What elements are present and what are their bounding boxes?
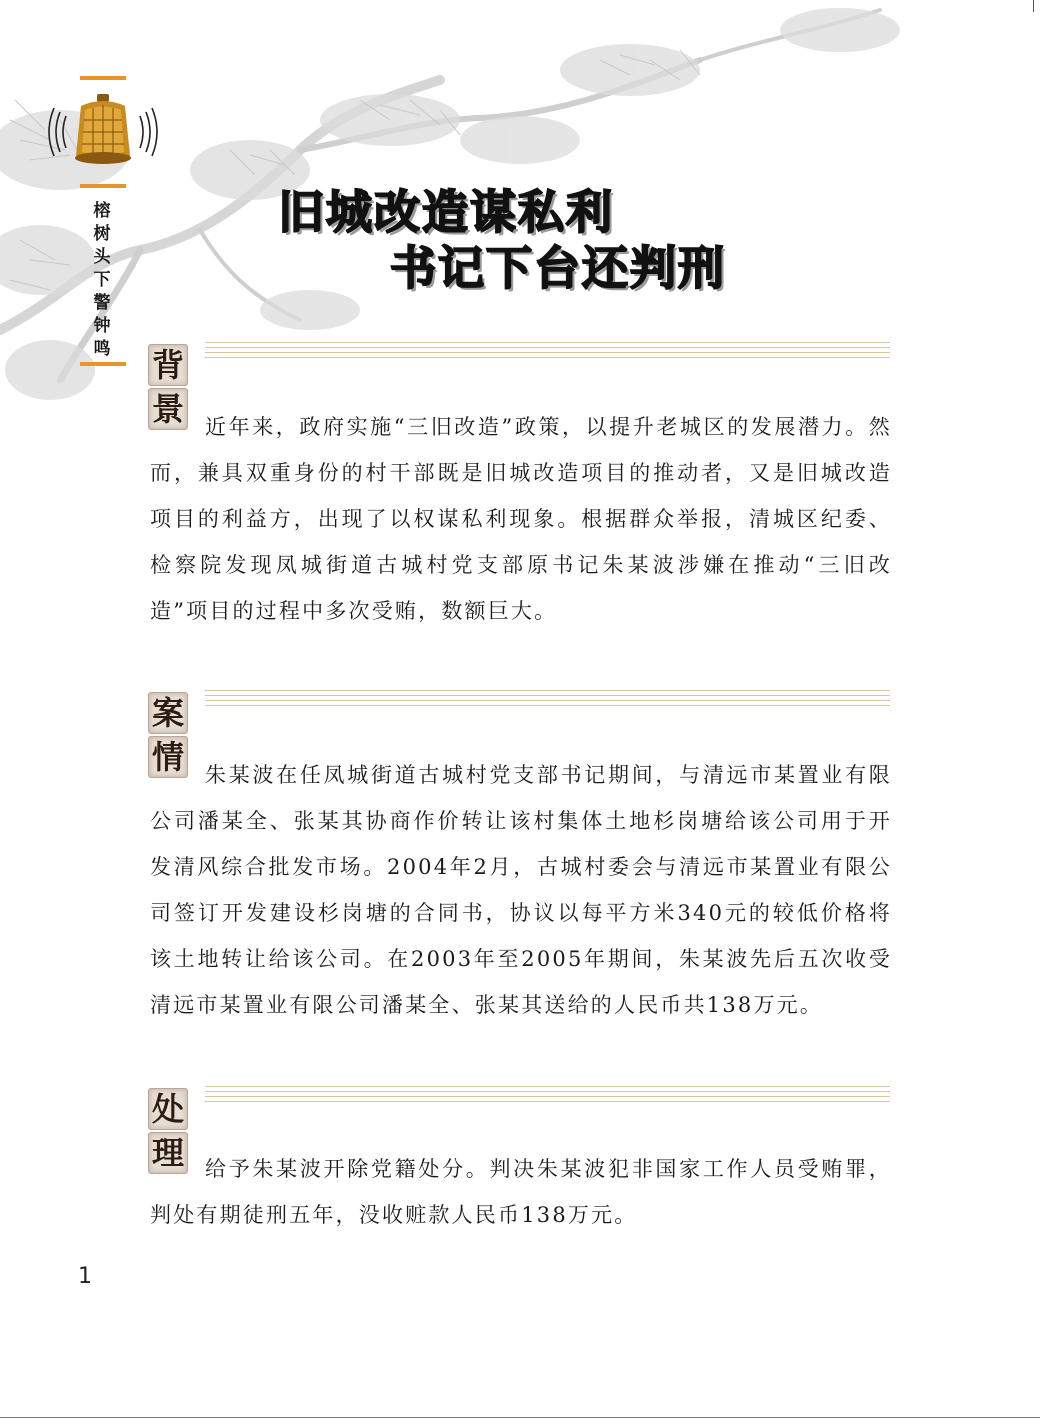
series-title-char: 警 <box>93 293 111 313</box>
section-label-char: 案 <box>148 692 188 734</box>
series-title-char: 头 <box>93 247 111 267</box>
paragraph-text: 给予朱某波开除党籍处分。判决朱某波犯非国家工作人员受贿罪，判处有期徒刑五年，没收赃款人民币138万元。 <box>150 1157 892 1227</box>
section-label-char: 景 <box>148 388 188 430</box>
section-paragraph-handling <box>150 1146 892 1238</box>
section-label-char: 背 <box>148 344 188 386</box>
section-label-char: 理 <box>148 1132 188 1174</box>
paragraph-text: 朱某波在任凤城街道古城村党支部书记期间，与清远市某置业有限公司潘某全、张某其协商作价转让该村集体土地杉岗塘给该公司用于开发清风综合批发市场。2004年2月，古城村委会与清远市某置业有限公司签订开发建设杉岗塘的合同书，协议以每平方米340元的较低价格将该土地转让给该公司。在2003年至2005年期间，朱某波先后五次收受清远市某置业有限公司潘某全、张某其送给的人民币共138万元。 <box>150 763 892 1017</box>
banner-top-bar <box>80 76 126 80</box>
series-title <box>90 200 114 361</box>
ornament-lines <box>205 690 890 706</box>
series-title-char: 树 <box>93 224 111 244</box>
series-title-char: 钟 <box>93 316 111 336</box>
ornament-lines <box>205 342 890 358</box>
section-label-char: 情 <box>148 736 188 778</box>
headline-line-2: 书记下台还判刑 <box>390 241 726 295</box>
series-title-char: 鸣 <box>93 339 111 359</box>
section-paragraph-background <box>150 404 892 634</box>
page-number: 1 <box>78 1264 92 1289</box>
bell-icon <box>48 94 158 170</box>
headline-line-1: 旧城改造谋私利 <box>278 185 614 239</box>
page-bottom-line <box>0 1417 1040 1418</box>
section-label-char: 处 <box>148 1088 188 1130</box>
ornament-lines <box>205 1086 890 1102</box>
paragraph-text: 近年来，政府实施“三旧改造”政策，以提升老城区的发展潜力。然而，兼具双重身份的村干部既是旧城改造项目的推动者，又是旧城改造项目的利益方，出现了以权谋私利现象。根据群众举报，清城区纪委、检察院发现凤城街道古城村党支部原书记朱某波涉嫌在推动“三旧改造”项目的过程中多次受贿，数额巨大。 <box>150 415 892 623</box>
banner-bottom-bar <box>80 362 126 366</box>
series-title-char: 下 <box>93 270 111 290</box>
banner-middle-bar <box>80 184 126 188</box>
series-title-char: 榕 <box>93 201 111 221</box>
section-paragraph-case <box>150 752 892 1028</box>
